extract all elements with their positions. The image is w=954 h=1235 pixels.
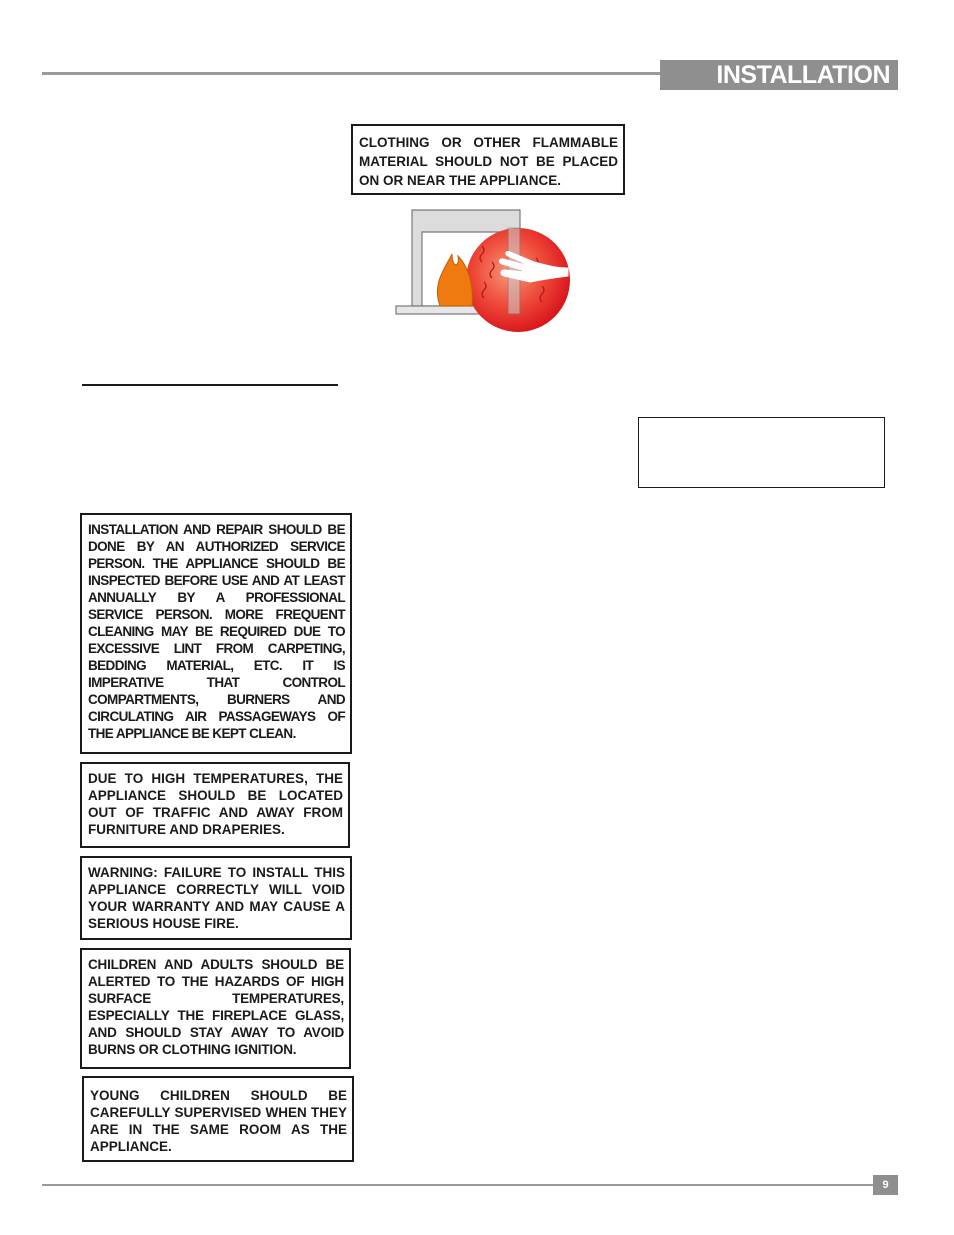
- warning-high-temperatures: DUE TO HIGH TEMPERATURES, THE APPLIANCE SHOULD BE LOCATED OUT OF TRAFFIC AND AWAY FROM FURNITURE AND DRAPERIES.: [80, 762, 350, 848]
- section-underline: [82, 384, 338, 386]
- section-title: INSTALLATION: [660, 60, 898, 90]
- warning-service: INSTALLATION AND REPAIR SHOULD BE DONE BY AN AUTHORIZED SERVICE PERSON. THE APPLIANCE SHOULD BE INSPECTED BEFORE USE AND AT LEAST ANNUALLY BY A PROFESSIONAL SERVICE PERSON. MORE FREQUENT CLEANING MAY BE REQUIRED DUE TO EXCESSIVE LINT FROM CARPETING, BEDDING MATERIAL, ETC. IT IS IMPERATIVE THAT CONTROL COMPARTMENTS, BURNERS AND CIRCULATING AIR PASSAGEWAYS OF THE APPLIANCE BE KEPT CLEAN.: [80, 513, 352, 754]
- hot-surface-warning-illustration: [392, 206, 572, 336]
- page-number: 9: [873, 1175, 898, 1195]
- warning-clothing: CLOTHING OR OTHER FLAMMABLE MATERIAL SHOULD NOT BE PLACED ON OR NEAR THE APPLIANCE.: [351, 124, 625, 195]
- empty-note-box: [638, 417, 885, 488]
- header-rule: [42, 72, 662, 75]
- warning-surface-hazards: CHILDREN AND ADULTS SHOULD BE ALERTED TO THE HAZARDS OF HIGH SURFACE TEMPERATURES, ESPECIALLY THE FIREPLACE GLASS, AND SHOULD STAY AWAY TO AVOID BURNS OR CLOTHING IGNITION.: [80, 948, 351, 1069]
- warning-supervision: YOUNG CHILDREN SHOULD BE CAREFULLY SUPERVISED WHEN THEY ARE IN THE SAME ROOM AS THE APPLIANCE.: [82, 1076, 354, 1162]
- footer-rule: [42, 1184, 874, 1186]
- warning-install-failure: WARNING: FAILURE TO INSTALL THIS APPLIANCE CORRECTLY WILL VOID YOUR WARRANTY AND MAY CAUSE A SERIOUS HOUSE FIRE.: [80, 856, 352, 940]
